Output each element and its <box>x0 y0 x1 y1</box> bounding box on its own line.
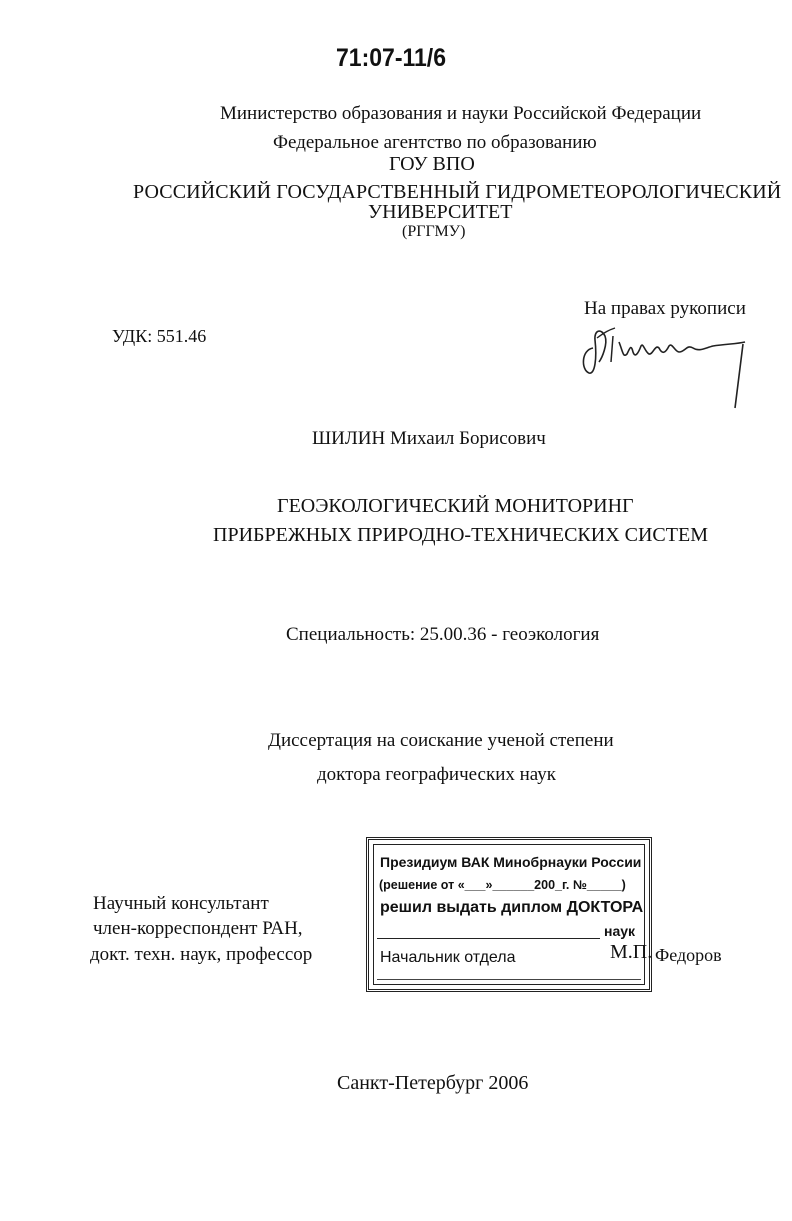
speciality: Специальность: 25.00.36 - геоэкология <box>286 624 600 645</box>
city-year: Санкт-Петербург 2006 <box>337 1072 529 1094</box>
dissertation-degree-line2: доктора географических наук <box>317 764 556 785</box>
dissertation-degree-line1: Диссертация на соискание ученой степени <box>268 730 614 751</box>
ministry-line: Министерство образования и науки Российской Федерации <box>220 103 702 124</box>
advisor-degree: докт. техн. наук, профессор <box>90 944 313 965</box>
stamp-decided: решил выдать диплом ДОКТОРА <box>380 899 644 916</box>
advisor-title: член-корреспондент РАН, <box>93 918 303 939</box>
gou-line: ГОУ ВПО <box>389 153 475 175</box>
document-number: 71:07-11/6 <box>336 44 446 72</box>
udk-code: УДК: 551.46 <box>112 326 207 346</box>
manuscript-rights: На правах рукописи <box>584 298 746 319</box>
vak-stamp <box>366 837 652 992</box>
stamp-head-of-department: Начальник отдела <box>380 949 516 966</box>
advisor-surname: Федоров <box>655 945 722 965</box>
stamp-inner-frame <box>373 844 645 985</box>
agency-line: Федеральное агентство по образованию <box>273 132 597 153</box>
university-name-line2: УНИВЕРСИТЕТ <box>368 201 513 223</box>
handwritten-signature <box>575 318 755 413</box>
university-name-line1: РОССИЙСКИЙ ГОСУДАРСТВЕННЫЙ ГИДРОМЕТЕОРОЛОГИЧЕСКИЙ <box>133 181 782 203</box>
thesis-title-line2: ПРИБРЕЖНЫХ ПРИРОДНО-ТЕХНИЧЕСКИХ СИСТЕМ <box>213 524 708 546</box>
stamp-bottom-rule <box>377 979 641 980</box>
stamp-science: наук <box>604 923 636 939</box>
university-abbreviation: (РГГМУ) <box>402 223 466 240</box>
advisor-initials: М.П. <box>610 941 653 963</box>
author-name: ШИЛИН Михаил Борисович <box>312 428 546 449</box>
thesis-title-line1: ГЕОЭКОЛОГИЧЕСКИЙ МОНИТОРИНГ <box>277 495 634 517</box>
stamp-blank-line <box>377 938 600 939</box>
advisor-role: Научный консультант <box>93 893 269 914</box>
stamp-presidium: Президиум ВАК Минобрнауки России <box>380 854 642 870</box>
stamp-decision: (решение от «___»______200_г. №_____) <box>379 878 626 892</box>
